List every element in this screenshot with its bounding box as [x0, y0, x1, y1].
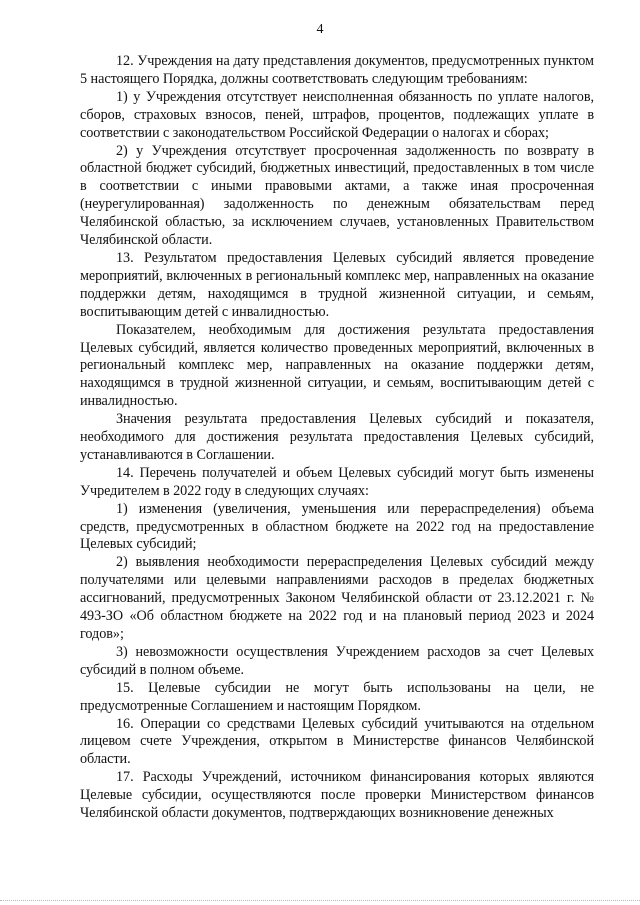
- paragraph-17: 17. Расходы Учреждений, источником финансирования которых являются Целевые субсидии, осуществляются после проверки Министерством финансов Челябинской области документов, подтверждающих возникновение денежных: [80, 769, 594, 822]
- page-number: 4: [316, 22, 324, 37]
- paragraph-15: 15. Целевые субсидии не могут быть использованы на цели, не предусмотренные Соглашением и настоящим Порядком.: [80, 679, 594, 714]
- paragraph-14: 14. Перечень получателей и объем Целевых субсидий могут быть изменены Учредителем в 2022 году в следующих случаях:: [80, 464, 594, 499]
- paragraph-14-item-1: 1) изменения (увеличения, уменьшения или перераспределения) объема средств, предусмотренных в областном бюджете на 2022 год на предоставление Целевых субсидий;: [80, 500, 594, 553]
- paragraph-13: 13. Результатом предоставления Целевых субсидий является проведение мероприятий, включенных в региональный комплекс мер, направленных на оказание поддержки детям, находящимся в трудной жизненной ситуации, и семьям, воспитывающим детей с инвалидностью.: [80, 249, 594, 320]
- scan-edge-divider: [0, 900, 640, 903]
- paragraph-13-indicator: Показателем, необходимым для достижения результата предоставления Целевых субсидий, является количество проведенных мероприятий, включенных в региональный комплекс мер, направленных на оказание поддержки детям, находящимся в трудной жизненной ситуации, и семьям, воспитывающим детей с инвалидностью.: [80, 321, 594, 410]
- paragraph-16: 16. Операции со средствами Целевых субсидий учитываются на отдельном лицевом счете Учреждения, открытом в Министерстве финансов Челябинской области.: [80, 715, 594, 768]
- document-body: [80, 53, 594, 823]
- paragraph-14-item-2: 2) выявления необходимости перераспределения Целевых субсидий между получателями или целевыми направлениями расходов в пределах бюджетных ассигнований, предусмотренных Законом Челябинской области от 23.12.2021 г. № 493-ЗО «Об областном бюджете на 2022 год и на плановый период 2023 и 2024 годов»;: [80, 554, 594, 642]
- paragraph-13-values: Значения результата предоставления Целевых субсидий и показателя, необходимого для достижения результата предоставления Целевых субсидий, устанавливаются в Соглашении.: [80, 411, 594, 463]
- paragraph-14-item-3: 3) невозможности осуществления Учреждением расходов за счет Целевых субсидий в полном объеме.: [80, 643, 594, 678]
- paragraph-12-item-2: 2) у Учреждения отсутствует просроченная задолженность по возврату в областной бюджет субсидий, бюджетных инвестиций, предоставленных в том числе в соответствии с иными правовыми актами, а также иная просроченная (неурегулированная) задолженность по денежным обязательствам перед Челябинской областью, за исключением случаев, установленных Правительством Челябинской области.: [80, 142, 594, 249]
- paragraph-12-item-1: 1) у Учреждения отсутствует неисполненная обязанность по уплате налогов, сборов, страховых взносов, пеней, штрафов, процентов, подлежащих уплате в соответствии с законодательством Российской Федерации о налогах и сборах;: [80, 88, 594, 141]
- paragraph-12: 12. Учреждения на дату представления документов, предусмотренных пунктом 5 настоящего Порядка, должны соответствовать следующим требованиям:: [80, 53, 594, 87]
